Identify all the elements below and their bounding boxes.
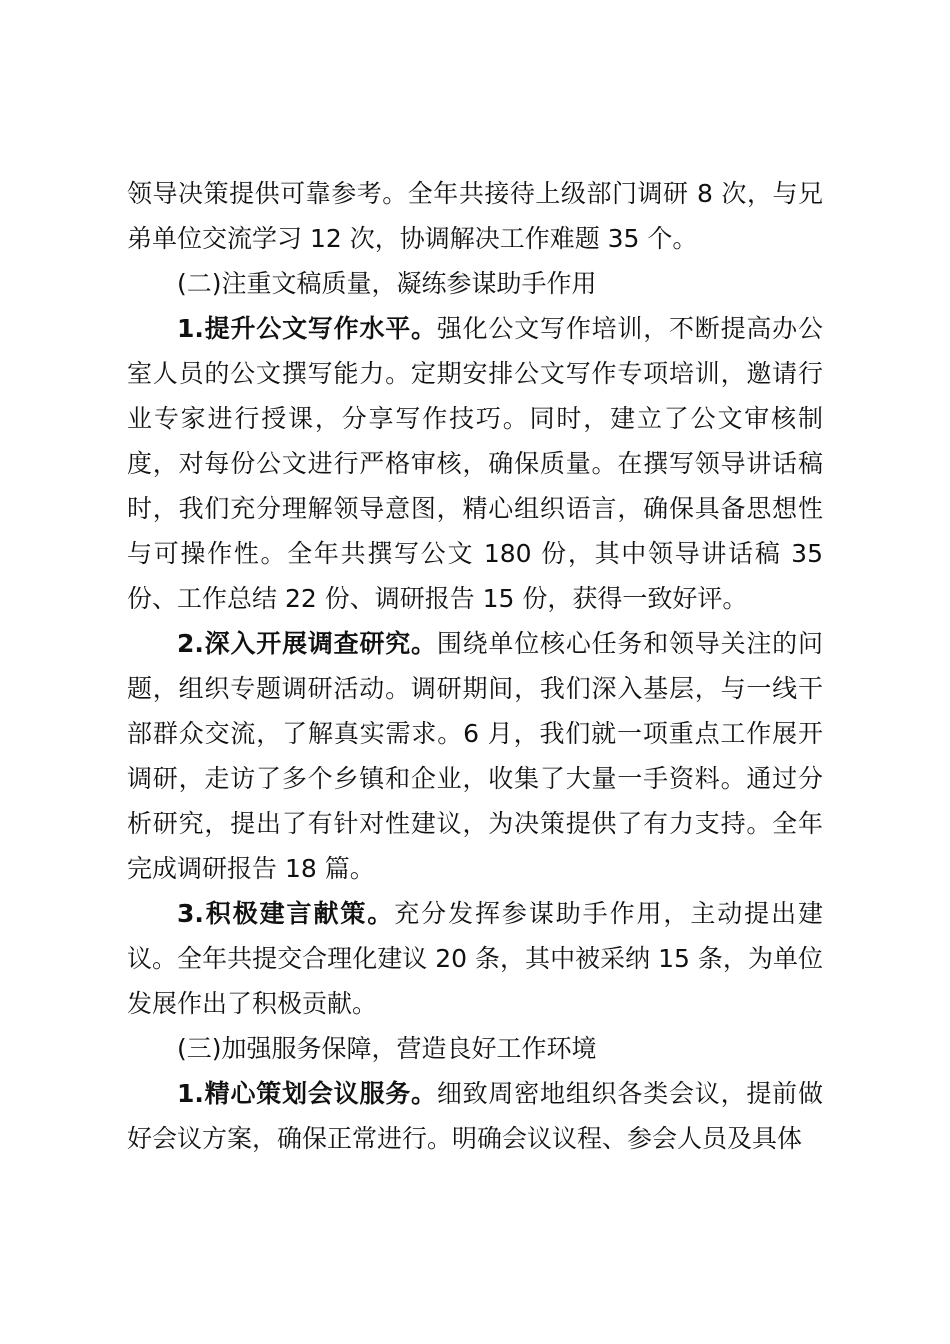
heading-text: (二)注重文稿质量，凝练参谋助手作用 [177, 269, 597, 298]
section-heading-2 [127, 261, 823, 306]
paragraph-lead: 1.提升公文写作水平。 [177, 314, 437, 343]
paragraph-lead: 2.深入开展调查研究。 [177, 629, 437, 658]
heading-text: (三)加强服务保障，营造良好工作环境 [177, 1034, 597, 1063]
paragraph-lead: 1.精心策划会议服务。 [177, 1079, 437, 1108]
document-body [127, 171, 823, 1161]
paragraph-text: 围绕单位核心任务和领导关注的问题，组织专题调研活动。调研期间，我们深入基层，与一线干部群众交流，了解真实需求。6 月，我们就一项重点工作展开调研，走访了多个乡镇和企业，收集了大量一手资料。通过分析研究，提出了有针对性建议，为决策提供了有力支持。全年完成调研报告 18 篇。 [127, 629, 823, 883]
paragraph-text: 细致周密地组织各类会议，提前做好会议方案，确保正常进行。明确会议议程、参会人员及具体 [127, 1079, 823, 1153]
paragraph-item-research [127, 621, 823, 891]
section-heading-3 [127, 1026, 823, 1071]
paragraph-text: 充分发挥参谋助手作用，主动提出建议。全年共提交合理化建议 20 条，其中被采纳 15 条，为单位发展作出了积极贡献。 [127, 899, 823, 1018]
paragraph-lead: 3.积极建言献策。 [177, 899, 395, 928]
paragraph-item-meetings [127, 1071, 823, 1161]
paragraph-text: 强化公文写作培训，不断提高办公室人员的公文撰写能力。定期安排公文写作专项培训，邀请行业专家进行授课，分享写作技巧。同时，建立了公文审核制度，对每份公文进行严格审核，确保质量。在撰写领导讲话稿时，我们充分理解领导意图，精心组织语言，确保具备思想性与可操作性。全年共撰写公文 180 份，其中领导讲话稿 35 份、工作总结 22 份、调研报告 15 份，获得一致好评。 [127, 314, 823, 613]
paragraph-item-writing [127, 306, 823, 621]
paragraph-text: 领导决策提供可靠参考。全年共接待上级部门调研 8 次，与兄弟单位交流学习 12 次，协调解决工作难题 35 个。 [127, 179, 823, 253]
paragraph-item-suggestions [127, 891, 823, 1026]
paragraph-continuation [127, 171, 823, 261]
